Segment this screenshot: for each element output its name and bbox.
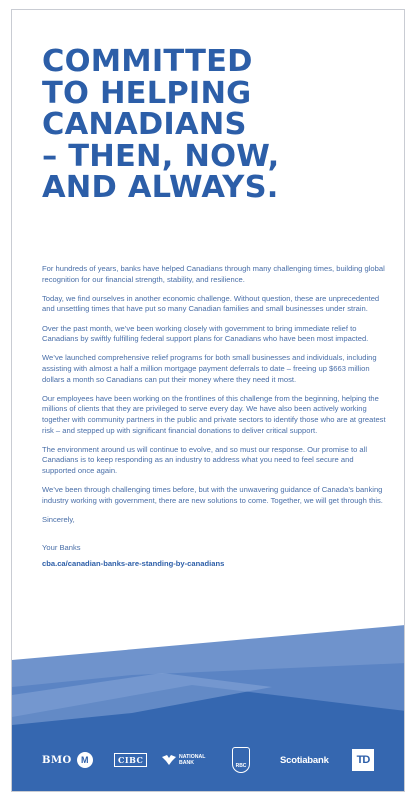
headline-line: AND ALWAYS.: [42, 170, 279, 205]
scotiabank-wordmark: Scotiabank: [280, 754, 329, 766]
paragraph-closing: Sincerely,: [42, 514, 75, 524]
paragraph: Over the past month, we’ve been working closely with government to bring immediate relief to Canadians by swiftly fulfilling federal support plans for Canadians who have been most impacted.: [42, 323, 369, 344]
eagle-icon: [162, 754, 176, 766]
paragraph: The environment around us will continue to evolve, and so must our response. Our promise to all Canadians is to keep responding as an industry to address what you need to feel secure and supported once again.: [42, 444, 368, 475]
scotiabank-logo: [280, 745, 329, 775]
rbc-shield-icon: [232, 747, 250, 773]
newspaper-ad: [11, 9, 405, 792]
signoff: Your Banks: [42, 543, 81, 553]
rbc-logo: [232, 745, 250, 775]
td-logo: [352, 745, 374, 775]
paragraph: Our employees have been working on the frontlines of this challenge from the beginning, helping the millions of clients that they are privileged to serve every day. We have also been actively working together with community partners in the public and private sectors to identify those who are at greatest risk – and stepped up with significant financial donations to deliver critical support.: [42, 393, 386, 435]
bmo-logo: [42, 745, 93, 775]
national-bank-logo: [162, 745, 205, 775]
headline-line: COMMITTED: [42, 44, 253, 79]
cibc-logo: [114, 745, 147, 775]
paragraph: Today, we find ourselves in another economic challenge. Without question, these are unprecedented and unsettling times that have put so many Canadian families and small businesses under strain.: [42, 293, 380, 314]
headline: [42, 46, 387, 204]
headline-line: TO HELPING: [42, 75, 252, 111]
bmo-wordmark: BMO: [42, 754, 72, 766]
campaign-url-link[interactable]: cba.ca/canadian-banks-are-standing-by-canadians: [42, 559, 225, 569]
bmo-roundel-icon: M: [77, 752, 93, 768]
paragraph: For hundreds of years, banks have helped Canadians through many challenging times, building global recognition for our financial strength, stability, and resilience.: [42, 264, 385, 284]
paragraph: We’ve launched comprehensive relief programs for both small businesses and individuals, including assisting with almost a half a million mortgage payment deferrals to date – freeing up $663 million dollars a month so Canadians can put their money where they need it most.: [42, 353, 377, 384]
national-bank-wordmark: NATIONAL BANK: [179, 754, 206, 766]
paragraph: We’ve been through challenging times before, but with the unwavering guidance of Canada’s banking industry working with government, there are new solutions to come. Together, we will get through this.: [42, 485, 383, 505]
headline-line: – THEN, NOW,: [42, 138, 280, 174]
headline-line: CANADIANS: [42, 107, 247, 142]
rbc-wordmark: RBC: [235, 763, 247, 769]
cibc-wordmark: CIBC: [114, 753, 147, 767]
bank-logos: [12, 745, 405, 775]
letter-body: [42, 264, 388, 570]
td-wordmark: TD: [352, 749, 374, 771]
